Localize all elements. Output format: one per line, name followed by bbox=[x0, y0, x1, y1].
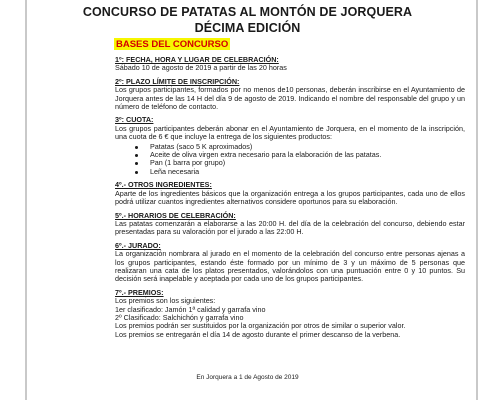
document-subtitle: DÉCIMA EDICIÓN bbox=[194, 21, 301, 35]
bases-heading: BASES DEL CONCURSO bbox=[116, 39, 229, 50]
section-heading: 3º: CUOTA: bbox=[115, 115, 154, 125]
list-item: Aceite de oliva virgen extra necesario para la elaboración de las patatas. bbox=[135, 151, 465, 159]
page-border-left bbox=[25, 0, 27, 400]
section-ingredientes bbox=[115, 181, 465, 206]
premios-line: Los premios podrán ser sustituidos por la organización por otros de similar o superior valor. bbox=[115, 321, 406, 331]
section-fecha bbox=[115, 56, 465, 73]
premios-line: Los premios son los siguientes: bbox=[115, 296, 216, 306]
section-heading: 4º.- OTROS INGREDIENTES: bbox=[115, 180, 212, 190]
list-item: Leña necesaria bbox=[135, 168, 465, 176]
section-heading: 7º.- PREMIOS: bbox=[115, 287, 164, 297]
section-text: La organización nombrara al jurado en el momento de la celebración del concurso entre personas ajenas a los grupos participantes, estando éste formado por un mínimo de 3 y un máximo de 5 personas que realizaran una cata de los platos presentados, valorándolos con una puntuación entre 0 y 10 puntos. Su decisión será inapelable y aceptada por cada uno de los grupos participantes. bbox=[115, 249, 465, 284]
products-list bbox=[115, 143, 465, 177]
section-text: Las patatas comenzarán a elaborarse a las 20:00 H. del día de la celebración del concurso, debiendo estar presentadas para su valoración por el jurado a las 22:00 H. bbox=[115, 218, 465, 237]
premios-line: 1er clasificado: Jamón 1ª calidad y garrafa vino bbox=[115, 304, 266, 314]
list-item: Patatas (saco 5 K aproximados) bbox=[135, 143, 465, 151]
page-border-right bbox=[476, 0, 478, 400]
section-heading: 6º.- JURADO: bbox=[115, 240, 161, 250]
section-text: Los grupos participantes deberán abonar en el Ayuntamiento de Jorquera, en el momento de la inscripción, una cuota de 6 € que incluye la entrega de los siguientes productos: bbox=[115, 123, 465, 142]
section-heading: 1º: FECHA, HORA Y LUGAR DE CELEBRACIÓN: bbox=[115, 55, 279, 64]
document-body bbox=[115, 52, 465, 339]
premios-line: 2º Clasificado: Salchichón y garrafa vino bbox=[115, 312, 244, 322]
list-item: Pan (1 barra por grupo) bbox=[135, 159, 465, 167]
section-text: Sábado 10 de agosto de 2019 a partir de las 20 horas bbox=[115, 63, 287, 73]
section-text bbox=[115, 297, 465, 339]
section-text: Los grupos participantes, formados por no menos de10 personas, deberán inscribirse en el Ayuntamiento de Jorquera antes de las 14 H del día 9 de agosto de 2019. Indicando el nombre del responsable del grupo y un número de teléfono de contacto. bbox=[115, 85, 465, 112]
document-title: CONCURSO DE PATATAS AL MONTÓN DE JORQUERA bbox=[82, 5, 413, 19]
document-footer: En Jorquera a 1 de Agosto de 2019 bbox=[196, 374, 299, 381]
section-horarios bbox=[115, 212, 465, 237]
section-heading: 5º.- HORARIOS DE CELEBRACIÓN: bbox=[115, 210, 236, 220]
section-jurado bbox=[115, 242, 465, 284]
section-plazo bbox=[115, 78, 465, 112]
premios-line: Los premios se entregarán el día 14 de agosto durante el primer descanso de la verbena. bbox=[115, 329, 401, 339]
section-heading: 2º: PLAZO LÍMITE DE INSCRIPCIÓN: bbox=[115, 76, 240, 86]
section-cuota bbox=[115, 116, 465, 176]
section-text: Aparte de los ingredientes básicos que la organización entrega a los grupos participantes, cada uno de ellos podrá utilizar cuantos ingredientes alternativos considere oportunos para su elaboración. bbox=[115, 188, 465, 207]
section-premios bbox=[115, 289, 465, 339]
